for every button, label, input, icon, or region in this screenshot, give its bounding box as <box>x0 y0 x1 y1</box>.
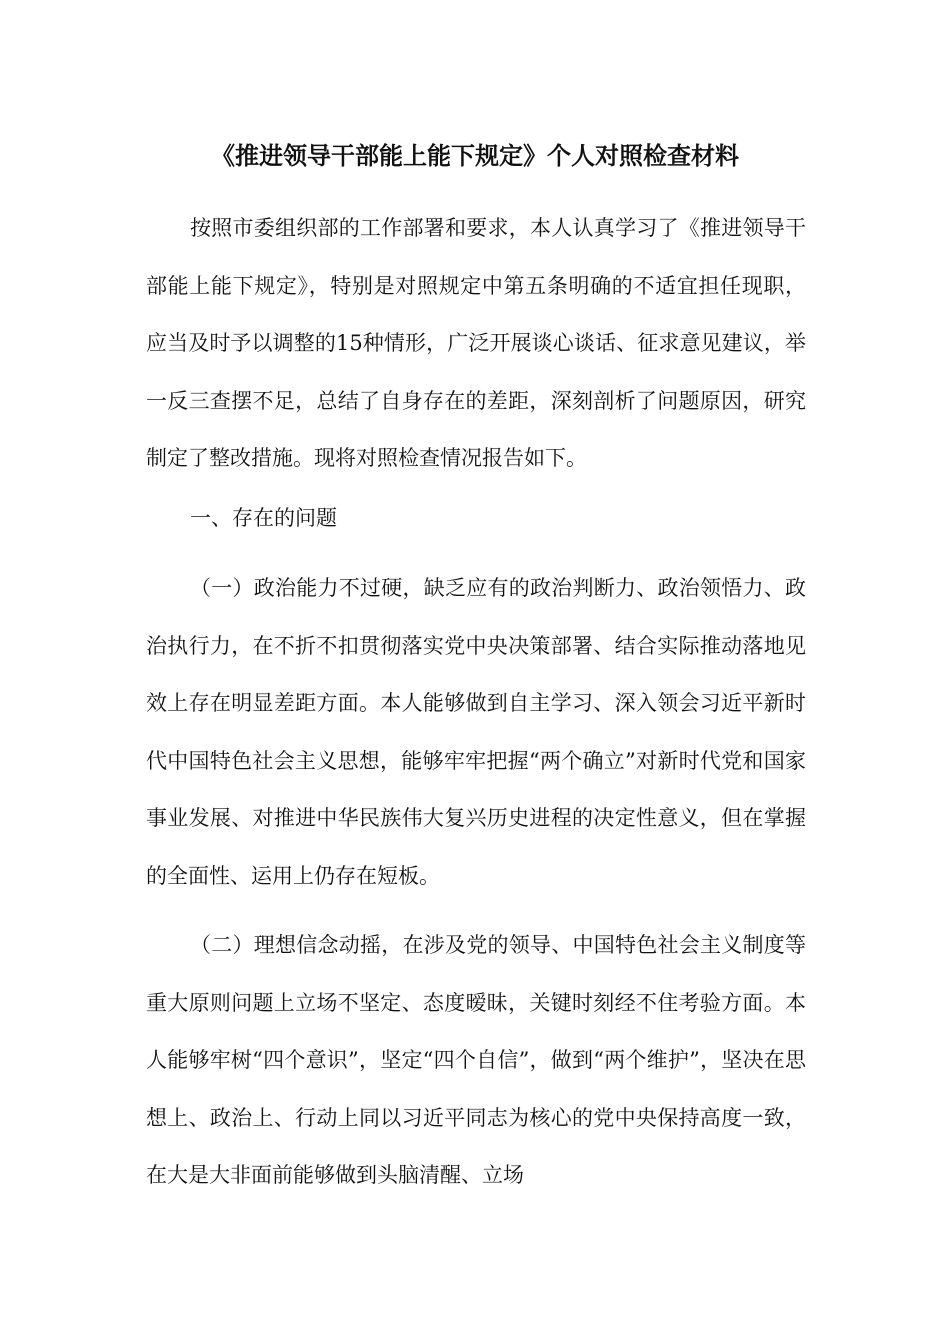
issue-paragraph-2: （二）理想信念动摇，在涉及党的领导、中国特色社会主义制度等重大原则问题上立场不坚定、态度暧昧，关键时刻经不住考验方面。本人能够牢树“四个意识”，坚定“四个自信”，做到“两个维护”，坚决在思想上、政治上、行动上同以习近平同志为核心的党中央保持高度一致，在大是大非面前能够做到头脑清醒、立场 <box>146 933 806 1187</box>
document-title: 《推进领导干部能上能下规定》个人对照检查材料 <box>211 142 739 170</box>
intro-paragraph: 按照市委组织部的工作部署和要求，本人认真学习了《推进领导干部能上能下规定》，特别是对照规定中第五条明确的不适宜担任现职，应当及时予以调整的15种情形，广泛开展谈心谈话、征求意见建议，举一反三查摆不足，总结了自身存在的差距，深刻剖析了问题原因，研究制定了整改措施。现将对照检查情况报告如下。 <box>146 216 806 470</box>
issue-paragraph-1: （一）政治能力不过硬，缺乏应有的政治判断力、政治领悟力、政治执行力，在不折不扣贯彻落实党中央决策部署、结合实际推动落地见效上存在明显差距方面。本人能够做到自主学习、深入领会习近平新时代中国特色社会主义思想，能够牢牢把握“两个确立”对新时代党和国家事业发展、对推进中华民族伟大复兴历史进程的决定性意义，但在掌握的全面性、运用上仍存在短板。 <box>146 576 806 888</box>
section-heading: 一、存在的问题 <box>190 506 337 530</box>
